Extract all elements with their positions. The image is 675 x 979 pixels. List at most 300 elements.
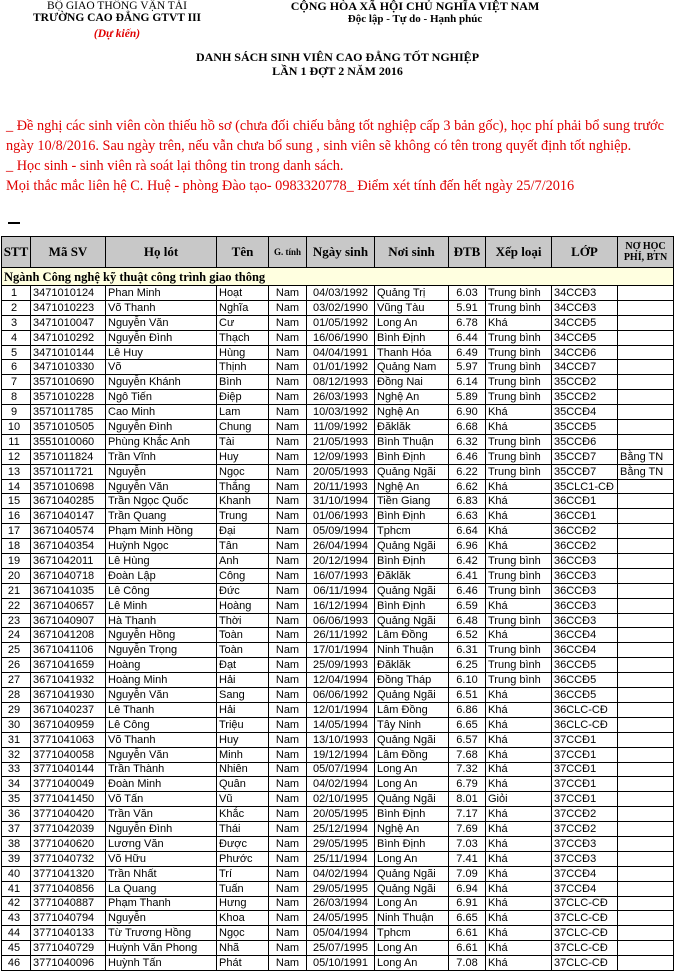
cell-debt xyxy=(618,405,674,420)
cell-debt xyxy=(618,717,674,732)
cell-debt xyxy=(618,673,674,688)
cell-birth-date: 26/11/1992 xyxy=(307,628,375,643)
cell-birth-date: 04/04/1991 xyxy=(307,345,375,360)
cell-rank: Khá xyxy=(486,851,552,866)
cell-student-id: 3471010292 xyxy=(31,330,106,345)
cell-stt: 27 xyxy=(2,673,31,688)
header-birth-place: Nơi sinh xyxy=(375,237,449,268)
cell-gender: Nam xyxy=(269,732,307,747)
cell-gpa: 6.79 xyxy=(449,777,486,792)
cell-gender: Nam xyxy=(269,643,307,658)
cell-rank: Khá xyxy=(486,732,552,747)
cell-debt xyxy=(618,702,674,717)
cell-rank: Khá xyxy=(486,628,552,643)
cell-rank: Khá xyxy=(486,717,552,732)
cell-last-middle-name: Nguyễn Khánh xyxy=(106,375,217,390)
cell-class: 37CLC-CĐ xyxy=(552,911,618,926)
cell-birth-date: 25/07/1995 xyxy=(307,941,375,956)
table-row xyxy=(2,300,674,315)
cell-student-id: 3571010228 xyxy=(31,390,106,405)
cell-debt xyxy=(618,896,674,911)
cell-rank: Trung bình xyxy=(486,643,552,658)
cell-birth-place: Quảng Ngãi xyxy=(375,732,449,747)
cell-student-id: 3771040133 xyxy=(31,926,106,941)
cell-gender: Nam xyxy=(269,688,307,703)
cell-birth-place: Bình Định xyxy=(375,509,449,524)
cell-last-middle-name: Huỳnh Tấn xyxy=(106,956,217,971)
cell-first-name: Phước xyxy=(217,851,269,866)
cell-first-name: Hoạt xyxy=(217,286,269,301)
cell-last-middle-name: Nguyễn Văn xyxy=(106,747,217,762)
cell-student-id: 3571011785 xyxy=(31,405,106,420)
cell-birth-date: 03/02/1990 xyxy=(307,300,375,315)
cell-student-id: 3671040147 xyxy=(31,509,106,524)
cell-gender: Nam xyxy=(269,568,307,583)
cell-last-middle-name: Nguyễn Hồng xyxy=(106,628,217,643)
cell-birth-date: 12/01/1994 xyxy=(307,702,375,717)
cell-last-middle-name: Nguyễn xyxy=(106,464,217,479)
cell-gpa: 6.32 xyxy=(449,434,486,449)
cell-stt: 7 xyxy=(2,375,31,390)
cell-debt xyxy=(618,762,674,777)
cell-birth-date: 31/10/1994 xyxy=(307,494,375,509)
cell-stt: 36 xyxy=(2,807,31,822)
cell-birth-place: Tphcm xyxy=(375,524,449,539)
cell-gender: Nam xyxy=(269,598,307,613)
table-row xyxy=(2,747,674,762)
cell-birth-date: 06/06/1993 xyxy=(307,613,375,628)
cell-birth-date: 14/05/1994 xyxy=(307,717,375,732)
cell-last-middle-name: Cao Minh xyxy=(106,405,217,420)
cell-student-id: 3471010047 xyxy=(31,315,106,330)
cell-last-middle-name: Lê Hùng xyxy=(106,554,217,569)
cell-first-name: Ngọc xyxy=(217,464,269,479)
cell-gpa: 5.97 xyxy=(449,360,486,375)
cell-stt: 16 xyxy=(2,509,31,524)
cell-first-name: Chung xyxy=(217,420,269,435)
cell-stt: 24 xyxy=(2,628,31,643)
cell-gender: Nam xyxy=(269,717,307,732)
cell-last-middle-name: Lê Huy xyxy=(106,345,217,360)
cell-stt: 26 xyxy=(2,658,31,673)
cell-gender: Nam xyxy=(269,628,307,643)
cell-gpa: 7.03 xyxy=(449,836,486,851)
header-rank: Xếp loại xyxy=(486,237,552,268)
cell-gpa: 6.96 xyxy=(449,539,486,554)
cell-last-middle-name: Võ Thanh xyxy=(106,732,217,747)
cell-rank: Giỏi xyxy=(486,792,552,807)
cell-gpa: 6.46 xyxy=(449,449,486,464)
cell-gpa: 6.83 xyxy=(449,494,486,509)
cell-debt: Bằng TN xyxy=(618,449,674,464)
cell-rank: Khá xyxy=(486,836,552,851)
table-row xyxy=(2,509,674,524)
cell-rank: Khá xyxy=(486,509,552,524)
cell-student-id: 3771040058 xyxy=(31,747,106,762)
cell-first-name: Tuấn xyxy=(217,881,269,896)
cell-first-name: Thái xyxy=(217,822,269,837)
cell-rank: Trung bình xyxy=(486,583,552,598)
cell-student-id: 3771040620 xyxy=(31,836,106,851)
cell-gender: Nam xyxy=(269,330,307,345)
cell-birth-place: Đăklăk xyxy=(375,658,449,673)
table-row xyxy=(2,330,674,345)
table-row xyxy=(2,420,674,435)
cell-first-name: Huy xyxy=(217,449,269,464)
cell-class: 37CCĐ2 xyxy=(552,822,618,837)
cell-student-id: 3551010060 xyxy=(31,434,106,449)
cell-last-middle-name: Hoàng xyxy=(106,658,217,673)
cell-stt: 39 xyxy=(2,851,31,866)
cell-stt: 28 xyxy=(2,688,31,703)
cell-gpa: 6.41 xyxy=(449,568,486,583)
cell-gpa: 6.68 xyxy=(449,420,486,435)
cell-birth-place: Long An xyxy=(375,956,449,971)
cell-last-middle-name: Võ Tấn xyxy=(106,792,217,807)
cell-student-id: 3771041320 xyxy=(31,866,106,881)
cell-stt: 45 xyxy=(2,941,31,956)
cell-gpa: 6.91 xyxy=(449,896,486,911)
cell-first-name: Thắng xyxy=(217,479,269,494)
cell-first-name: Toàn xyxy=(217,628,269,643)
table-row xyxy=(2,851,674,866)
cell-class: 35CCĐ2 xyxy=(552,375,618,390)
cell-rank: Khá xyxy=(486,777,552,792)
cell-gender: Nam xyxy=(269,747,307,762)
cell-birth-place: Tphcm xyxy=(375,926,449,941)
cell-birth-date: 04/02/1994 xyxy=(307,866,375,881)
cell-birth-place: Long An xyxy=(375,941,449,956)
cell-last-middle-name: Huỳnh Văn Phong xyxy=(106,941,217,956)
cell-stt: 11 xyxy=(2,434,31,449)
table-row xyxy=(2,941,674,956)
cell-rank: Trung bình xyxy=(486,375,552,390)
cell-rank: Trung bình xyxy=(486,390,552,405)
cell-first-name: Trí xyxy=(217,866,269,881)
cell-rank: Trung bình xyxy=(486,360,552,375)
cell-debt xyxy=(618,300,674,315)
cell-last-middle-name: La Quang xyxy=(106,881,217,896)
cell-first-name: Minh xyxy=(217,747,269,762)
cell-last-middle-name: Nguyễn Đình xyxy=(106,420,217,435)
cell-first-name: Nhã xyxy=(217,941,269,956)
cell-birth-place: Bình Định xyxy=(375,836,449,851)
cell-last-middle-name: Phạm Thanh xyxy=(106,896,217,911)
cell-gpa: 7.68 xyxy=(449,747,486,762)
cell-student-id: 3571011824 xyxy=(31,449,106,464)
document-title xyxy=(0,50,675,78)
cell-student-id: 3571010698 xyxy=(31,479,106,494)
table-row xyxy=(2,807,674,822)
cell-debt xyxy=(618,822,674,837)
cell-gpa: 6.86 xyxy=(449,702,486,717)
notice-2: _ Học sinh - sinh viên rà soát lại thông tin trong danh sách. xyxy=(6,158,344,174)
cell-debt xyxy=(618,598,674,613)
cell-last-middle-name: Ngô Tiến xyxy=(106,390,217,405)
cell-rank: Khá xyxy=(486,420,552,435)
table-row xyxy=(2,524,674,539)
cell-class: 36CCĐ4 xyxy=(552,643,618,658)
cell-rank: Khá xyxy=(486,405,552,420)
cell-gpa: 8.01 xyxy=(449,792,486,807)
cell-first-name: Đức xyxy=(217,583,269,598)
cell-last-middle-name: Trần Văn xyxy=(106,807,217,822)
cell-birth-place: Quảng Ngãi xyxy=(375,866,449,881)
table-row xyxy=(2,345,674,360)
cell-last-middle-name: Trần Vĩnh xyxy=(106,449,217,464)
cell-gpa: 6.44 xyxy=(449,330,486,345)
cell-last-middle-name: Lê Công xyxy=(106,717,217,732)
header-first-name: Tên xyxy=(217,237,269,268)
cell-debt xyxy=(618,539,674,554)
cell-birth-place: Nghệ An xyxy=(375,405,449,420)
cell-rank: Khá xyxy=(486,688,552,703)
cell-last-middle-name: Huỳnh Ngọc xyxy=(106,539,217,554)
cell-birth-place: Tây Ninh xyxy=(375,717,449,732)
group-row xyxy=(2,268,674,286)
cell-gpa: 6.65 xyxy=(449,717,486,732)
ministry-name: BỘ GIAO THÔNG VẬN TẢI xyxy=(47,0,187,12)
cell-gpa: 6.22 xyxy=(449,464,486,479)
cell-class: 35CCĐ2 xyxy=(552,390,618,405)
cell-birth-date: 25/12/1994 xyxy=(307,822,375,837)
cell-student-id: 3771041063 xyxy=(31,732,106,747)
graduates-table xyxy=(1,236,674,971)
cell-rank: Trung bình xyxy=(486,434,552,449)
cell-student-id: 3771040144 xyxy=(31,762,106,777)
cell-first-name: Thịnh xyxy=(217,360,269,375)
cell-gpa: 6.25 xyxy=(449,658,486,673)
cell-birth-date: 01/06/1993 xyxy=(307,509,375,524)
cell-first-name: Nghĩa xyxy=(217,300,269,315)
cell-class: 36CCĐ2 xyxy=(552,539,618,554)
cell-class: 34CCĐ3 xyxy=(552,300,618,315)
cell-last-middle-name: Phùng Khắc Anh xyxy=(106,434,217,449)
cell-class: 37CCĐ3 xyxy=(552,836,618,851)
cell-gpa: 6.61 xyxy=(449,941,486,956)
header-stt: STT xyxy=(2,237,31,268)
cell-rank: Trung bình xyxy=(486,449,552,464)
cell-gpa: 6.78 xyxy=(449,315,486,330)
cell-rank: Khá xyxy=(486,881,552,896)
cell-stt: 21 xyxy=(2,583,31,598)
cell-gpa: 6.52 xyxy=(449,628,486,643)
cell-first-name: Công xyxy=(217,568,269,583)
cell-birth-date: 01/05/1992 xyxy=(307,315,375,330)
cell-class: 37CCĐ2 xyxy=(552,807,618,822)
cell-class: 37CCĐ4 xyxy=(552,866,618,881)
cell-student-id: 3671041208 xyxy=(31,628,106,643)
cell-class: 35CCĐ4 xyxy=(552,405,618,420)
cell-gender: Nam xyxy=(269,956,307,971)
cell-rank: Khá xyxy=(486,315,552,330)
cell-class: 36CCĐ1 xyxy=(552,494,618,509)
cell-birth-place: Long An xyxy=(375,896,449,911)
cell-rank: Khá xyxy=(486,702,552,717)
cell-last-middle-name: Lê Công xyxy=(106,583,217,598)
cell-student-id: 3771040049 xyxy=(31,777,106,792)
cell-birth-place: Quảng Ngãi xyxy=(375,792,449,807)
cell-student-id: 3671040657 xyxy=(31,598,106,613)
cell-first-name: Tân xyxy=(217,539,269,554)
cell-gpa: 6.31 xyxy=(449,643,486,658)
motto: Độc lập - Tự do - Hạnh phúc xyxy=(347,13,483,25)
cell-gpa: 6.46 xyxy=(449,583,486,598)
cell-class: 37CCĐ3 xyxy=(552,851,618,866)
cell-student-id: 3671041930 xyxy=(31,688,106,703)
header-gender: G. tính xyxy=(269,237,307,268)
cell-stt: 42 xyxy=(2,896,31,911)
cell-first-name: Hưng xyxy=(217,896,269,911)
cell-birth-place: Quảng Trị xyxy=(375,286,449,301)
cell-rank: Khá xyxy=(486,747,552,762)
cell-gender: Nam xyxy=(269,822,307,837)
cell-birth-place: Lâm Đồng xyxy=(375,747,449,762)
cell-birth-place: Lâm Đồng xyxy=(375,628,449,643)
cell-birth-place: Nghệ An xyxy=(375,390,449,405)
table-row xyxy=(2,598,674,613)
cell-birth-place: Đồng Tháp xyxy=(375,673,449,688)
cell-birth-place: Long An xyxy=(375,762,449,777)
cell-class: 35CCĐ6 xyxy=(552,434,618,449)
cell-last-middle-name: Nguyễn Văn xyxy=(106,315,217,330)
cell-birth-place: Long An xyxy=(375,315,449,330)
cell-debt xyxy=(618,732,674,747)
cell-class: 34CCĐ5 xyxy=(552,330,618,345)
header-birth-date: Ngày sinh xyxy=(307,237,375,268)
cell-stt: 46 xyxy=(2,956,31,971)
cell-debt xyxy=(618,390,674,405)
header-student-id: Mã SV xyxy=(31,237,106,268)
table-row xyxy=(2,896,674,911)
cell-student-id: 3671041106 xyxy=(31,643,106,658)
cell-gpa: 7.69 xyxy=(449,822,486,837)
cell-class: 37CCĐ1 xyxy=(552,777,618,792)
cell-stt: 15 xyxy=(2,494,31,509)
table-row xyxy=(2,479,674,494)
cell-gender: Nam xyxy=(269,658,307,673)
cell-last-middle-name: Võ Thanh xyxy=(106,300,217,315)
cell-last-middle-name: Phạm Minh Hồng xyxy=(106,524,217,539)
cell-birth-place: Quảng Ngãi xyxy=(375,613,449,628)
cell-student-id: 3571011721 xyxy=(31,464,106,479)
cell-student-id: 3671041659 xyxy=(31,658,106,673)
cell-birth-date: 06/11/1994 xyxy=(307,583,375,598)
cell-debt xyxy=(618,777,674,792)
cell-gpa: 6.90 xyxy=(449,405,486,420)
notice-3: Mọi thắc mắc liên hệ C. Huệ - phòng Đào tạo- 0983320778_ Điểm xét tính đến hết ngày 25/7/2016 xyxy=(6,178,575,194)
table-row xyxy=(2,286,674,301)
cell-debt xyxy=(618,911,674,926)
cell-gender: Nam xyxy=(269,464,307,479)
cell-last-middle-name: Phan Minh xyxy=(106,286,217,301)
cell-first-name: Hoàng xyxy=(217,598,269,613)
table-row xyxy=(2,568,674,583)
table-row xyxy=(2,583,674,598)
cell-gpa: 6.51 xyxy=(449,688,486,703)
header-gpa: ĐTB xyxy=(449,237,486,268)
table-row xyxy=(2,762,674,777)
cell-class: 35CCĐ7 xyxy=(552,449,618,464)
cell-stt: 34 xyxy=(2,777,31,792)
cell-last-middle-name: Trần Quang xyxy=(106,509,217,524)
cell-birth-date: 19/12/1994 xyxy=(307,747,375,762)
cell-gender: Nam xyxy=(269,762,307,777)
cell-rank: Khá xyxy=(486,956,552,971)
cell-stt: 23 xyxy=(2,613,31,628)
cell-debt: Bằng TN xyxy=(618,464,674,479)
cell-birth-place: Đăklăk xyxy=(375,420,449,435)
cell-class: 37CCĐ1 xyxy=(552,747,618,762)
cell-birth-place: Tiền Giang xyxy=(375,494,449,509)
notice-1: _ Đề nghị các sinh viên còn thiếu hồ sơ (chưa đối chiếu bằng tốt nghiệp cấp 3 bản gốc), học phí phải bổ sung trước ngày 10/8/2016. Sau ngày trên, nếu vẫn chưa bổ sung , sinh viên sẽ không có tên trong quyết định tốt nghiệp. xyxy=(6,118,664,154)
document-header xyxy=(0,0,675,90)
cell-class: 36CCĐ3 xyxy=(552,554,618,569)
cell-first-name: Đạt xyxy=(217,658,269,673)
cell-student-id: 3771040729 xyxy=(31,941,106,956)
cell-birth-date: 16/06/1990 xyxy=(307,330,375,345)
cell-stt: 30 xyxy=(2,717,31,732)
cell-birth-date: 29/05/1995 xyxy=(307,881,375,896)
cell-class: 36CCĐ2 xyxy=(552,524,618,539)
cell-gender: Nam xyxy=(269,524,307,539)
cell-gpa: 6.42 xyxy=(449,554,486,569)
cell-class: 37CCĐ1 xyxy=(552,732,618,747)
cell-stt: 3 xyxy=(2,315,31,330)
cell-gender: Nam xyxy=(269,315,307,330)
cell-gpa: 6.65 xyxy=(449,911,486,926)
cell-class: 36CCĐ3 xyxy=(552,598,618,613)
cell-gender: Nam xyxy=(269,300,307,315)
cell-rank: Khá xyxy=(486,822,552,837)
cell-gender: Nam xyxy=(269,881,307,896)
cell-gpa: 6.48 xyxy=(449,613,486,628)
cell-stt: 18 xyxy=(2,539,31,554)
cell-debt xyxy=(618,747,674,762)
cell-gender: Nam xyxy=(269,777,307,792)
cell-gpa: 7.09 xyxy=(449,866,486,881)
cell-stt: 22 xyxy=(2,598,31,613)
cell-birth-date: 17/01/1994 xyxy=(307,643,375,658)
notice-block xyxy=(6,116,671,196)
cell-birth-date: 20/05/1993 xyxy=(307,464,375,479)
table-row xyxy=(2,539,674,554)
cell-first-name: Phát xyxy=(217,956,269,971)
table-row xyxy=(2,628,674,643)
cell-birth-place: Ninh Thuận xyxy=(375,643,449,658)
table-header-row xyxy=(2,237,674,268)
separator-dash xyxy=(8,222,20,224)
cell-gender: Nam xyxy=(269,286,307,301)
cell-class: 36CCĐ3 xyxy=(552,613,618,628)
cell-last-middle-name: Lê Thanh xyxy=(106,702,217,717)
cell-first-name: Huy xyxy=(217,732,269,747)
cell-last-middle-name: Võ Hữu xyxy=(106,851,217,866)
table-row xyxy=(2,494,674,509)
cell-gender: Nam xyxy=(269,554,307,569)
cell-debt xyxy=(618,851,674,866)
cell-gender: Nam xyxy=(269,807,307,822)
cell-student-id: 3471010124 xyxy=(31,286,106,301)
cell-first-name: Điệp xyxy=(217,390,269,405)
cell-stt: 5 xyxy=(2,345,31,360)
cell-rank: Trung bình xyxy=(486,286,552,301)
cell-first-name: Khanh xyxy=(217,494,269,509)
cell-class: 36CCĐ1 xyxy=(552,509,618,524)
cell-stt: 14 xyxy=(2,479,31,494)
cell-birth-place: Quảng Ngãi xyxy=(375,539,449,554)
table-row xyxy=(2,554,674,569)
